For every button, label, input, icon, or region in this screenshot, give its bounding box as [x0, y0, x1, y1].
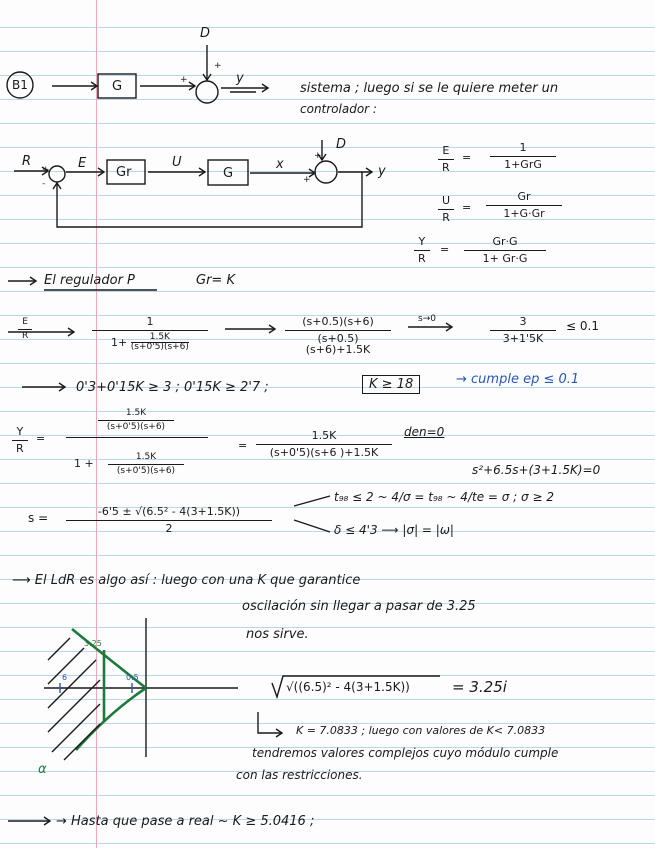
cumple-note: → cumple ep ≤ 0.1 — [456, 372, 580, 387]
tf-yr-eq: = — [440, 243, 450, 256]
regulador-eq: Gr= K — [196, 273, 235, 288]
tf-er-lhs: $\frac{E}{R}$ — [438, 145, 454, 173]
roots-formula: $\frac{\text{-6'5 ± √(6.5² - 4(3+1.5K))}}{2}$ — [66, 506, 272, 534]
ldr-line-3: nos sirve. — [246, 627, 309, 642]
sum-plus: + — [42, 165, 50, 175]
er-fraction-3: $\frac{3}{3+1'5K}$ — [490, 316, 556, 344]
ref-r-label: R — [22, 154, 32, 169]
yr-bottom-prefix: 1 + — [74, 457, 94, 470]
k-line-2: tendremos valores complejos cuyo módulo cumple — [252, 746, 559, 760]
sqrt-expression: √((6.5)² - 4(3+1.5K)) — [286, 680, 410, 694]
sum2-plus-left: + — [303, 175, 311, 185]
condition-settling: t₉₈ ≤ 2 ~ 4/σ = t₉₈ ~ 4/te = σ ; σ ≥ 2 — [334, 490, 554, 504]
output2-y-label: y — [378, 164, 386, 179]
yr-fraction-2: $\frac{1.5K}{(s+0'5)(s+6 )+1.5K}$ — [256, 430, 392, 458]
er-lhs: $\frac{E}{R}$ — [18, 318, 32, 342]
sqrt-result: = 3.25i — [452, 678, 507, 696]
yr-bottom-fraction: $\frac{1.5K}{(s+0'5)(s+6)}$ — [108, 453, 184, 477]
locus-left-label: 6 — [62, 673, 68, 682]
yr-eq: = — [36, 432, 46, 445]
tf-yr-rhs: $\frac{Gr\cdot G}{1+ Gr\cdot G}$ — [464, 236, 546, 264]
g-block2-label: G — [223, 166, 234, 181]
tf-ur-rhs: $\frac{Gr}{1+G\cdot Gr}$ — [486, 191, 562, 219]
output-y-label: y — [236, 71, 244, 86]
yr-top-fraction: $\frac{1.5K}{(s+0'5)(s+6)}$ — [98, 409, 174, 433]
tf-er-eq: = — [462, 151, 472, 164]
k-line-3: con las restricciones. — [236, 768, 363, 782]
yr-main-bar — [66, 437, 208, 438]
regulador-title: El regulador P — [44, 273, 135, 288]
k-line-1: K = 7.0833 ; luego con valores de K< 7.0833 — [296, 724, 546, 737]
locus-top-label: 3.25 — [84, 639, 102, 648]
yr-lhs: $\frac{Y}{R}$ — [12, 426, 28, 454]
section-label: B1 — [12, 78, 28, 92]
limit-label: s→0 — [418, 314, 436, 324]
margin-line — [96, 0, 97, 848]
summer-plus-top: + — [214, 61, 222, 71]
ldr-line-2: oscilación sin llegar a pasar de 3.25 — [242, 599, 476, 614]
disturbance2-label: D — [336, 137, 347, 152]
final-line: → Hasta que pase a real ~ K ≥ 5.0416 ; — [56, 814, 315, 829]
roots-lhs: s = — [28, 511, 49, 525]
x-label: x — [276, 157, 284, 172]
control-u-label: U — [172, 155, 182, 170]
sum2-plus-top: + — [314, 151, 322, 161]
text-line-2: controlador : — [300, 102, 377, 116]
tf-er-rhs: 1 1+GrG — [490, 142, 556, 170]
yr-eq2: = — [238, 439, 248, 452]
ldr-line-1: ⟶ El LdR es algo así : luego con una K que garantice — [12, 573, 361, 588]
er-inequality: ≤ 0.1 — [566, 319, 599, 333]
er-fraction-2: $\frac{(s+0.5)(s+6)}{(s+0.5)(s+6)+1.5K}$ — [285, 316, 391, 356]
locus-alpha-label: α — [38, 762, 47, 777]
er-fraction-1: 1 1+ $\frac{1.5K}{(s+0'5)(s+6)}$ — [92, 316, 208, 352]
disturbance-label: D — [200, 26, 211, 41]
g-block-label: G — [112, 79, 123, 94]
characteristic-equation: s²+6.5s+(3+1.5K)=0 — [472, 463, 601, 477]
sum-minus: - — [42, 179, 46, 189]
summer-plus-left: + — [180, 75, 188, 85]
gr-block-label: Gr — [116, 165, 132, 180]
condition-overshoot: δ ≤ 4'3 ⟶ |σ| = |ω| — [334, 523, 454, 537]
locus-right-label: 0.5 — [126, 673, 139, 682]
text-line-1: sistema ; luego si se le quiere meter un — [300, 81, 559, 96]
tf-ur-lhs: $\frac{U}{R}$ — [438, 195, 454, 223]
boxed-result: K ≥ 18 — [362, 375, 420, 394]
den-zero-note: den=0 — [404, 425, 445, 439]
inequality-text: 0'3+0'15K ≥ 3 ; 0'15K ≥ 2'7 ; — [76, 380, 269, 395]
tf-ur-eq: = — [462, 201, 472, 214]
error-e-label: E — [78, 156, 87, 171]
tf-yr-lhs: $\frac{Y}{R}$ — [414, 236, 430, 264]
